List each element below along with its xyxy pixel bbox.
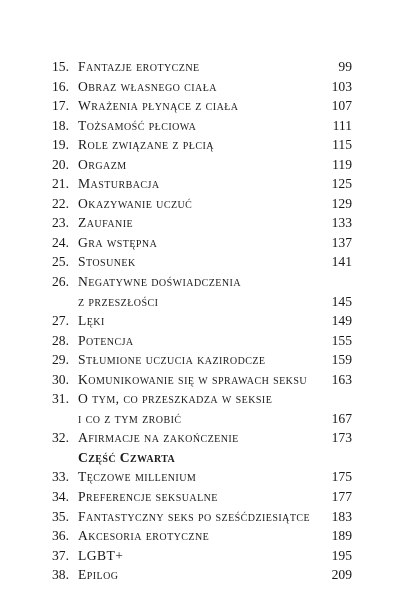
toc-entry-page: 183 <box>331 508 352 524</box>
toc-entry <box>52 174 352 194</box>
toc-entry-number: 28. <box>52 332 69 348</box>
toc-entry-title: Stłumione uczucia kazirodcze <box>78 352 266 368</box>
toc-entry-number: 34. <box>52 489 69 505</box>
toc-entry-page: 129 <box>331 195 352 211</box>
toc-entry-title: Fantastyczny seks po sześćdziesiątce <box>78 508 311 524</box>
toc-entry-title: Orgazm <box>78 156 127 172</box>
toc-entry-page: 115 <box>332 137 352 153</box>
toc-entry <box>52 96 352 116</box>
toc-entry-title: z przeszłości <box>78 293 159 309</box>
toc-entry-title: LGBT+ <box>78 547 124 563</box>
toc-entry-number: 33. <box>52 469 69 485</box>
table-of-contents <box>52 57 352 585</box>
toc-entry-number: 35. <box>52 508 69 524</box>
toc-entry-title: Wrażenia płynące z ciała <box>78 98 239 114</box>
toc-entry-number: 26. <box>52 274 69 290</box>
toc-entry-number: 23. <box>52 215 69 231</box>
section-heading: Część Czwarta <box>78 449 176 465</box>
toc-entry-page: 111 <box>332 117 352 133</box>
toc-entry <box>52 233 352 253</box>
toc-entry-number: 25. <box>52 254 69 270</box>
toc-entry <box>52 350 352 370</box>
toc-entry <box>52 526 352 546</box>
toc-entry-title: Epilog <box>78 567 119 583</box>
toc-entry-number: 38. <box>52 567 69 583</box>
toc-entry-page: 177 <box>331 489 352 505</box>
toc-entry-title: Preferencje seksualne <box>78 489 218 505</box>
toc-entry-title: Potencja <box>78 332 134 348</box>
toc-entry-page: 163 <box>331 371 352 387</box>
toc-entry-page: 195 <box>331 547 352 563</box>
toc-entry <box>52 331 352 351</box>
toc-entry-page: 133 <box>331 215 352 231</box>
toc-entry-number: 16. <box>52 78 69 94</box>
toc-entry <box>52 370 352 390</box>
toc-entry <box>52 252 352 272</box>
toc-entry-number: 24. <box>52 234 69 250</box>
toc-entry <box>52 467 352 487</box>
toc-entry <box>52 135 352 155</box>
toc-entry-title: Role związane z płcią <box>78 137 214 153</box>
toc-entry-title: O tym, co przeszkadza w seksie <box>78 391 273 407</box>
toc-entry-title: Zaufanie <box>78 215 134 231</box>
toc-entry-page: 155 <box>331 332 352 348</box>
toc-entry <box>52 272 352 292</box>
toc-entry <box>52 155 352 175</box>
toc-entry-page: 119 <box>332 156 352 172</box>
toc-entry-number: 30. <box>52 371 69 387</box>
toc-entry <box>52 546 352 566</box>
toc-entry-continuation <box>52 409 352 429</box>
toc-entry <box>52 77 352 97</box>
toc-entry <box>52 565 352 585</box>
toc-entry-page: 175 <box>331 469 352 485</box>
toc-entry <box>52 487 352 507</box>
toc-entry-page: 159 <box>331 352 352 368</box>
toc-entry-page: 149 <box>331 313 352 329</box>
toc-entry-number: 29. <box>52 352 69 368</box>
toc-entries-group <box>52 57 352 448</box>
toc-entry-number: 37. <box>52 547 69 563</box>
toc-entry-title: i co z tym zrobić <box>78 410 182 426</box>
toc-entry <box>52 428 352 448</box>
toc-entry-title: Obraz własnego ciała <box>78 78 217 94</box>
toc-entry-title: Stosunek <box>78 254 136 270</box>
toc-entry-page: 141 <box>331 254 352 270</box>
toc-entry-title: Akcesoria erotyczne <box>78 528 210 544</box>
toc-entry-number: 20. <box>52 156 69 172</box>
toc-entry-number: 17. <box>52 98 69 114</box>
toc-entry-title: Okazywanie uczuć <box>78 195 193 211</box>
toc-entry <box>52 57 352 77</box>
toc-entry-title: Tożsamość płciowa <box>78 117 197 133</box>
toc-entry-title: Negatywne doświadczenia <box>78 274 241 290</box>
toc-entries-group <box>52 467 352 584</box>
toc-entry-number: 27. <box>52 313 69 329</box>
toc-entry-page: 103 <box>331 78 352 94</box>
toc-entry-number: 31. <box>52 391 69 407</box>
toc-entry-number: 15. <box>52 59 69 74</box>
toc-entry-page: 145 <box>331 293 352 309</box>
toc-entry-number: 21. <box>52 176 69 192</box>
toc-entry <box>52 194 352 214</box>
toc-entry-page: 189 <box>331 528 352 544</box>
toc-entry-number: 18. <box>52 117 69 133</box>
toc-entry <box>52 116 352 136</box>
toc-entry-page: 167 <box>331 410 352 426</box>
toc-entry-continuation <box>52 292 352 312</box>
toc-entry-page: 107 <box>331 98 352 114</box>
toc-entry-title: Fantazje erotyczne <box>78 59 200 74</box>
toc-entry-number: 36. <box>52 528 69 544</box>
toc-entry-title: Masturbacja <box>78 176 160 192</box>
toc-entry <box>52 213 352 233</box>
toc-entry-number: 22. <box>52 195 69 211</box>
toc-entry-title: Afirmacje na zakończenie <box>78 430 239 446</box>
toc-entry-title: Gra wstępna <box>78 234 158 250</box>
toc-entry-number: 19. <box>52 137 69 153</box>
toc-entry-page: 125 <box>331 176 352 192</box>
toc-entry-page: 173 <box>331 430 352 446</box>
toc-entry-page: 99 <box>338 59 352 74</box>
toc-entry-page: 137 <box>331 234 352 250</box>
toc-entry <box>52 311 352 331</box>
toc-entry-title: Lęki <box>78 313 105 329</box>
toc-entry-page: 209 <box>331 567 352 583</box>
toc-entry-title: Komunikowanie się w sprawach seksu <box>78 371 308 387</box>
toc-entry-title: Tęczowe millenium <box>78 469 197 485</box>
toc-entry <box>52 389 352 409</box>
toc-entry-number: 32. <box>52 430 69 446</box>
toc-entry <box>52 507 352 527</box>
